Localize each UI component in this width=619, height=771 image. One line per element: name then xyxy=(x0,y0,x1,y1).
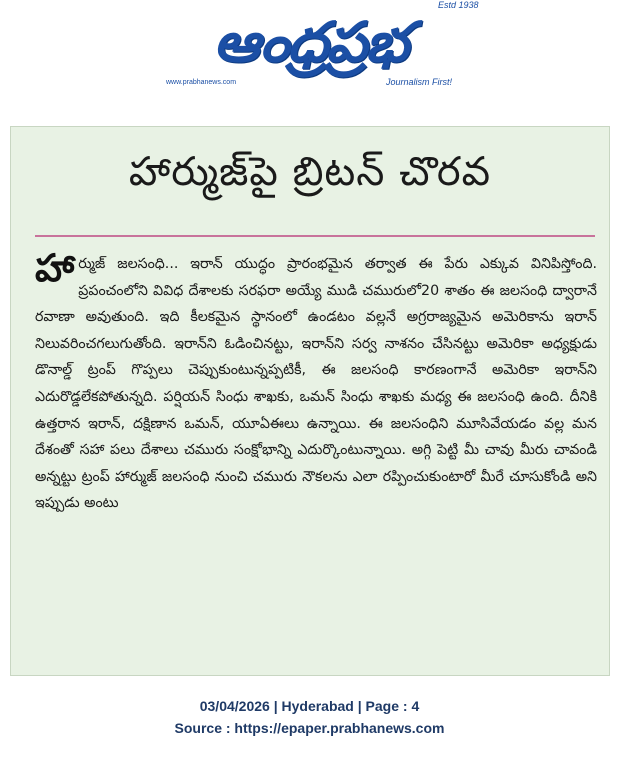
footer-date-location: 03/04/2026 | Hyderabad | Page : 4 xyxy=(199,698,420,714)
masthead xyxy=(0,0,619,105)
headline-divider xyxy=(35,235,595,237)
page-footer xyxy=(0,695,619,739)
drop-cap: హా xyxy=(35,246,75,290)
footer-source: Source : https://epaper.prabhanews.com xyxy=(174,720,445,736)
site-url: www.prabhanews.com xyxy=(166,79,237,86)
newspaper-logo xyxy=(160,2,460,88)
article-body-text: ర్ముజ్ జలసంధి... ఇరాన్ యుద్ధం ప్రారంభమైన తర్వాత ఈ పేరు ఎక్కువ వినిపిస్తోంది. ప్రపంచంలోని వివిధ దేశాలకు సరఫరా అయ్యే ముడి చమురులో20 శాతం ఈ జలసంధి ద్వారానే రవాణా అవుతుంది. ఇది కీలకమైన స్థానంలో ఉండటం వల్లనే అగ్రరాజ్యమైన అమెరికాను ఇరాన్ నిలువరించగలుగుతోంది. ఇరాన్‌ని ఓడించినట్టు, ఇరాన్‌ని సర్వ నాశనం చేసినట్టు అమెరికా అధ్యక్షుడు డొనాల్డ్ ట్రంప్ గొప్పలు చెప్పుకుంటున్నప్పటికీ, ఈ జలసంధి కారణంగానే అమెరికా ఇరాన్‌ని ఎదురొడ్డలేకపోతున్నది. పర్షియన్ సింధు శాఖకు, ఒమన్ సింధు శాఖకు మధ్య ఈ జలసంధి ఉంది. దీనికి ఉత్తరాన ఇరాన్, దక్షిణాన ఒమన్, యూఏఈలు ఉన్నాయి. ఈ జలసంధిని మూసివేయడం వల్ల మన దేశంతో సహా పలు దేశాలు చమురు సంక్షోభాన్ని ఎదుర్కొంటున్నాయి. అగ్గి పెట్టి మీ చావు మీరు చావండి అన్నట్టు ట్రంప్ హార్ముజ్ జలసంధి నుంచి చమురు నౌకలను ఎలా రప్పించుకుంటారో మీరే చూసుకోండి అని ఇప్పుడు అంటు xyxy=(35,256,597,512)
estd-label: Estd 1938 xyxy=(438,0,479,10)
article-body xyxy=(35,246,597,517)
logo-text: ఆంధ్రప్రభ xyxy=(213,9,407,75)
article-clipping xyxy=(10,126,610,676)
tagline: Journalism First! xyxy=(386,77,453,87)
article-headline: హార్ముజ్‌పై బ్రిటన్ చొరవ xyxy=(128,149,492,195)
